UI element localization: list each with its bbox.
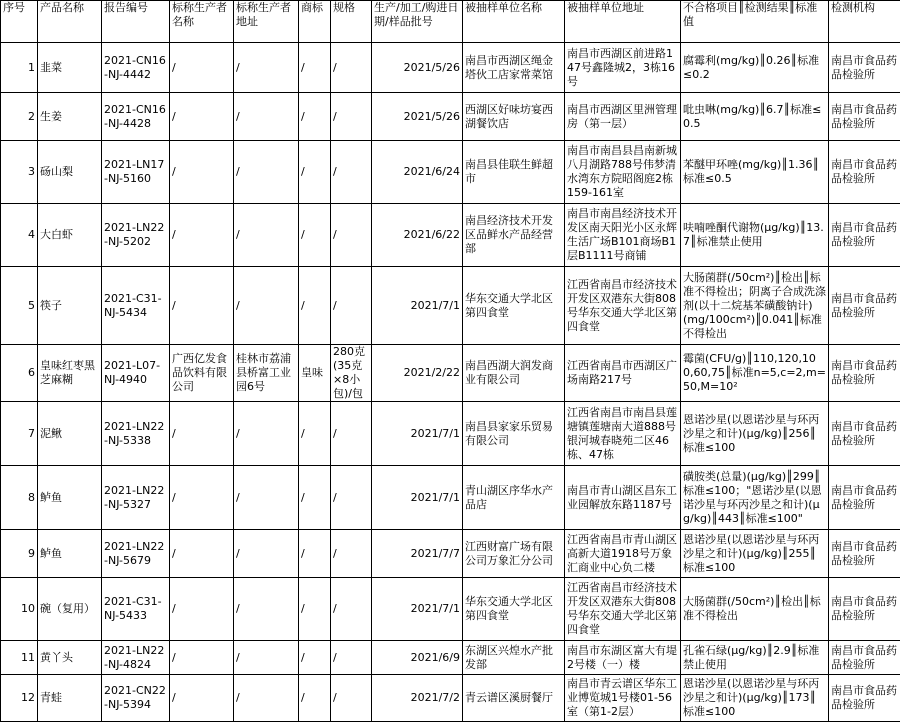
producer-name: / [170,93,234,141]
row-number: 5 [1,267,38,345]
header-cell: 报告编号 [102,1,170,43]
specification: / [331,204,372,267]
testing-agency: 南昌市食品药品检验所 [829,466,900,530]
sampled-unit-name: 南昌县佳联生鲜超市 [463,141,565,204]
brand: / [299,466,331,530]
header-cell: 标称生产者名称 [170,1,234,43]
product-name: 鲈鱼 [38,530,102,578]
specification: 280克(35克×8小包)/包 [331,345,372,402]
production-date: 2021/7/1 [372,267,463,345]
product-name: 韭菜 [38,43,102,93]
sampled-unit-address: 江西省南昌市经济技术开发区双港东大街808号华东交通大学北区第四食堂 [565,267,681,345]
specification: / [331,267,372,345]
brand: / [299,43,331,93]
table-row [1,267,900,345]
failed-item: 霉菌(CFU/g)║110,120,100,60,75║标准n=5,c=2,m=50,M=10² [681,345,829,402]
production-date: 2021/7/1 [372,578,463,641]
product-name: 黄丫头 [38,641,102,675]
product-name: 泥鳅 [38,402,102,466]
failed-item: 腐霉利(mg/kg)║0.26║标准≤0.2 [681,43,829,93]
report-number: 2021-LN22-NJ-5327 [102,466,170,530]
header-cell: 商标 [299,1,331,43]
producer-name: / [170,402,234,466]
row-number: 4 [1,204,38,267]
sampled-unit-address: 江西省南昌市青山湖区高新大道1918号万象汇商业中心负二楼 [565,530,681,578]
testing-agency: 南昌市食品药品检验所 [829,530,900,578]
sampled-unit-name: 青云谱区溪厨餐厅 [463,675,565,722]
brand: / [299,675,331,722]
row-number: 10 [1,578,38,641]
sampled-unit-name: 青山湖区序华水产品店 [463,466,565,530]
sampled-unit-address: 南昌市南昌县昌南新城八月湖路788号伟梦清水湾东方院昭阁庭2栋159-161室 [565,141,681,204]
failed-item: 恩诺沙星(以恩诺沙星与环丙沙星之和计)(μg/kg)║173║标准≤100 [681,675,829,722]
header-cell: 产品名称 [38,1,102,43]
sampled-unit-name: 东湖区兴煌水产批发部 [463,641,565,675]
producer-name: / [170,141,234,204]
sampled-unit-address: 江西省南昌市经济技术开发区双港东大街808号华东交通大学北区第四食堂 [565,578,681,641]
row-number: 11 [1,641,38,675]
producer-address: / [234,530,299,578]
production-date: 2021/2/22 [372,345,463,402]
header-cell: 规格 [331,1,372,43]
report-number: 2021-LN17-NJ-5160 [102,141,170,204]
producer-name: 广西亿发食品饮料有限公司 [170,345,234,402]
failed-item: 苯醚甲环唑(mg/kg)║1.36║标准≤0.5 [681,141,829,204]
failed-item: 吡虫啉(mg/kg)║6.7║标准≤0.5 [681,93,829,141]
sampled-unit-name: 华东交通大学北区第四食堂 [463,267,565,345]
producer-address: / [234,578,299,641]
sampled-unit-address: 南昌市青云谱区华东工业博览城1号楼01-56室（第1-2层） [565,675,681,722]
sampled-unit-name: 江西财富广场有限公司万象汇分公司 [463,530,565,578]
header-cell: 检测机构 [829,1,900,43]
producer-address: / [234,267,299,345]
producer-name: / [170,530,234,578]
report-number: 2021-LN22-NJ-5338 [102,402,170,466]
sampled-unit-address: 江西省南昌市南昌县莲塘镇莲塘南大道888号银河城春晓苑二区46栋、47栋 [565,402,681,466]
report-number: 2021-LN22-NJ-5679 [102,530,170,578]
production-date: 2021/6/24 [372,141,463,204]
table-row [1,675,900,722]
report-number: 2021-C31-NJ-5433 [102,578,170,641]
report-number: 2021-C31-NJ-5434 [102,267,170,345]
testing-agency: 南昌市食品药品检验所 [829,93,900,141]
production-date: 2021/7/1 [372,402,463,466]
header-cell: 生产/加工/购进日期/样品批号 [372,1,463,43]
specification: / [331,641,372,675]
sampled-unit-address: 江西省南昌市西湖区广场南路217号 [565,345,681,402]
producer-address: / [234,43,299,93]
sampled-unit-name: 南昌市西湖区绳金塔伙工店家常菜馆 [463,43,565,93]
brand: / [299,530,331,578]
producer-address: / [234,93,299,141]
sampled-unit-address: 南昌市西湖区前进路147号鑫隆城2，3栋16号 [565,43,681,93]
report-number: 2021-CN22-NJ-5394 [102,675,170,722]
product-name: 砀山梨 [38,141,102,204]
report-number: 2021-LN22-NJ-4824 [102,641,170,675]
producer-address: / [234,402,299,466]
table-row [1,141,900,204]
sampled-unit-name: 南昌西湖大润发商业有限公司 [463,345,565,402]
header-cell: 被抽样单位地址 [565,1,681,43]
brand: 皇味 [299,345,331,402]
sampled-unit-address: 南昌市东湖区富大有堤2号楼（一）楼 [565,641,681,675]
testing-agency: 南昌市食品药品检验所 [829,267,900,345]
testing-agency: 南昌市食品药品检验所 [829,141,900,204]
header-cell: 被抽样单位名称 [463,1,565,43]
producer-address: 桂林市荔浦县桥富工业园6号 [234,345,299,402]
testing-agency: 南昌市食品药品检验所 [829,43,900,93]
product-name: 鲈鱼 [38,466,102,530]
sampled-unit-name: 南昌经济技术开发区品鲜水产品经营部 [463,204,565,267]
producer-name: / [170,267,234,345]
table-row [1,530,900,578]
production-date: 2021/7/2 [372,675,463,722]
producer-name: / [170,204,234,267]
row-number: 6 [1,345,38,402]
failed-item: 磺胺类(总量)(μg/kg)║299║标准≤100；"恩诺沙星(以恩诺沙星与环丙沙星之和计)(μg/kg)║443║标准≤100" [681,466,829,530]
producer-name: / [170,43,234,93]
testing-agency: 南昌市食品药品检验所 [829,641,900,675]
report-number: 2021-CN16-NJ-4442 [102,43,170,93]
row-number: 9 [1,530,38,578]
brand: / [299,641,331,675]
report-number: 2021-CN16-NJ-4428 [102,93,170,141]
table-row [1,578,900,641]
producer-name: / [170,578,234,641]
testing-agency: 南昌市食品药品检验所 [829,578,900,641]
table-row [1,204,900,267]
production-date: 2021/7/1 [372,466,463,530]
report-number: 2021-LN22-NJ-5202 [102,204,170,267]
producer-name: / [170,675,234,722]
production-date: 2021/6/22 [372,204,463,267]
specification: / [331,578,372,641]
brand: / [299,204,331,267]
failed-item: 恩诺沙星(以恩诺沙星与环丙沙星之和计)(μg/kg)║255║标准≤100 [681,530,829,578]
producer-address: / [234,141,299,204]
table-row [1,402,900,466]
production-date: 2021/5/26 [372,43,463,93]
failed-item: 孔雀石绿(μg/kg)║2.9║标准禁止使用 [681,641,829,675]
table-row [1,466,900,530]
producer-name: / [170,641,234,675]
product-name: 皇味红枣黑芝麻糊 [38,345,102,402]
testing-agency: 南昌市食品药品检验所 [829,675,900,722]
specification: / [331,141,372,204]
specification: / [331,43,372,93]
testing-agency: 南昌市食品药品检验所 [829,204,900,267]
brand: / [299,141,331,204]
producer-address: / [234,466,299,530]
header-row [1,1,900,43]
specification: / [331,675,372,722]
product-name: 大白虾 [38,204,102,267]
failed-item: 呋喃唑酮代谢物(μg/kg)║13.7║标准禁止使用 [681,204,829,267]
row-number: 7 [1,402,38,466]
product-name: 青蛙 [38,675,102,722]
production-date: 2021/6/9 [372,641,463,675]
product-name: 生姜 [38,93,102,141]
header-cell: 序号 [1,1,38,43]
brand: / [299,578,331,641]
producer-address: / [234,204,299,267]
specification: / [331,402,372,466]
producer-name: / [170,466,234,530]
failed-item: 大肠菌群(/50cm²)║检出║标准不得检出；阴离子合成洗涤剂(以十二烷基苯磺酸钠计)(mg/100cm²)║0.041║标准不得检出 [681,267,829,345]
brand: / [299,267,331,345]
product-name: 筷子 [38,267,102,345]
failed-item: 恩诺沙星(以恩诺沙星与环丙沙星之和计)(μg/kg)║256║标准≤100 [681,402,829,466]
producer-address: / [234,675,299,722]
report-number: 2021-L07-NJ-4940 [102,345,170,402]
producer-address: / [234,641,299,675]
specification: / [331,466,372,530]
row-number: 1 [1,43,38,93]
header-cell: 标称生产者地址 [234,1,299,43]
sampled-unit-address: 南昌市青山湖区昌东工业园解放东路1187号 [565,466,681,530]
table-row [1,93,900,141]
header-cell: 不合格项目║检测结果║标准值 [681,1,829,43]
specification: / [331,530,372,578]
brand: / [299,93,331,141]
specification: / [331,93,372,141]
sampled-unit-name: 西湖区好味坊宴西湖餐饮店 [463,93,565,141]
production-date: 2021/5/26 [372,93,463,141]
row-number: 2 [1,93,38,141]
sampled-unit-address: 南昌市南昌经济技术开发区南天阳光小区永辉生活广场B101商场B1层B1111号商铺 [565,204,681,267]
table-row [1,345,900,402]
failed-item: 大肠菌群(/50cm²)║检出║标准不得检出 [681,578,829,641]
sampled-unit-address: 南昌市西湖区里洲管理房（第一层） [565,93,681,141]
row-number: 3 [1,141,38,204]
sampled-unit-name: 华东交通大学北区第四食堂 [463,578,565,641]
table-row [1,43,900,93]
row-number: 12 [1,675,38,722]
testing-agency: 南昌市食品药品检验所 [829,345,900,402]
row-number: 8 [1,466,38,530]
product-name: 碗（复用） [38,578,102,641]
brand: / [299,402,331,466]
testing-agency: 南昌市食品药品检验所 [829,402,900,466]
production-date: 2021/7/7 [372,530,463,578]
sampled-unit-name: 南昌县家家乐贸易有限公司 [463,402,565,466]
table-row [1,641,900,675]
